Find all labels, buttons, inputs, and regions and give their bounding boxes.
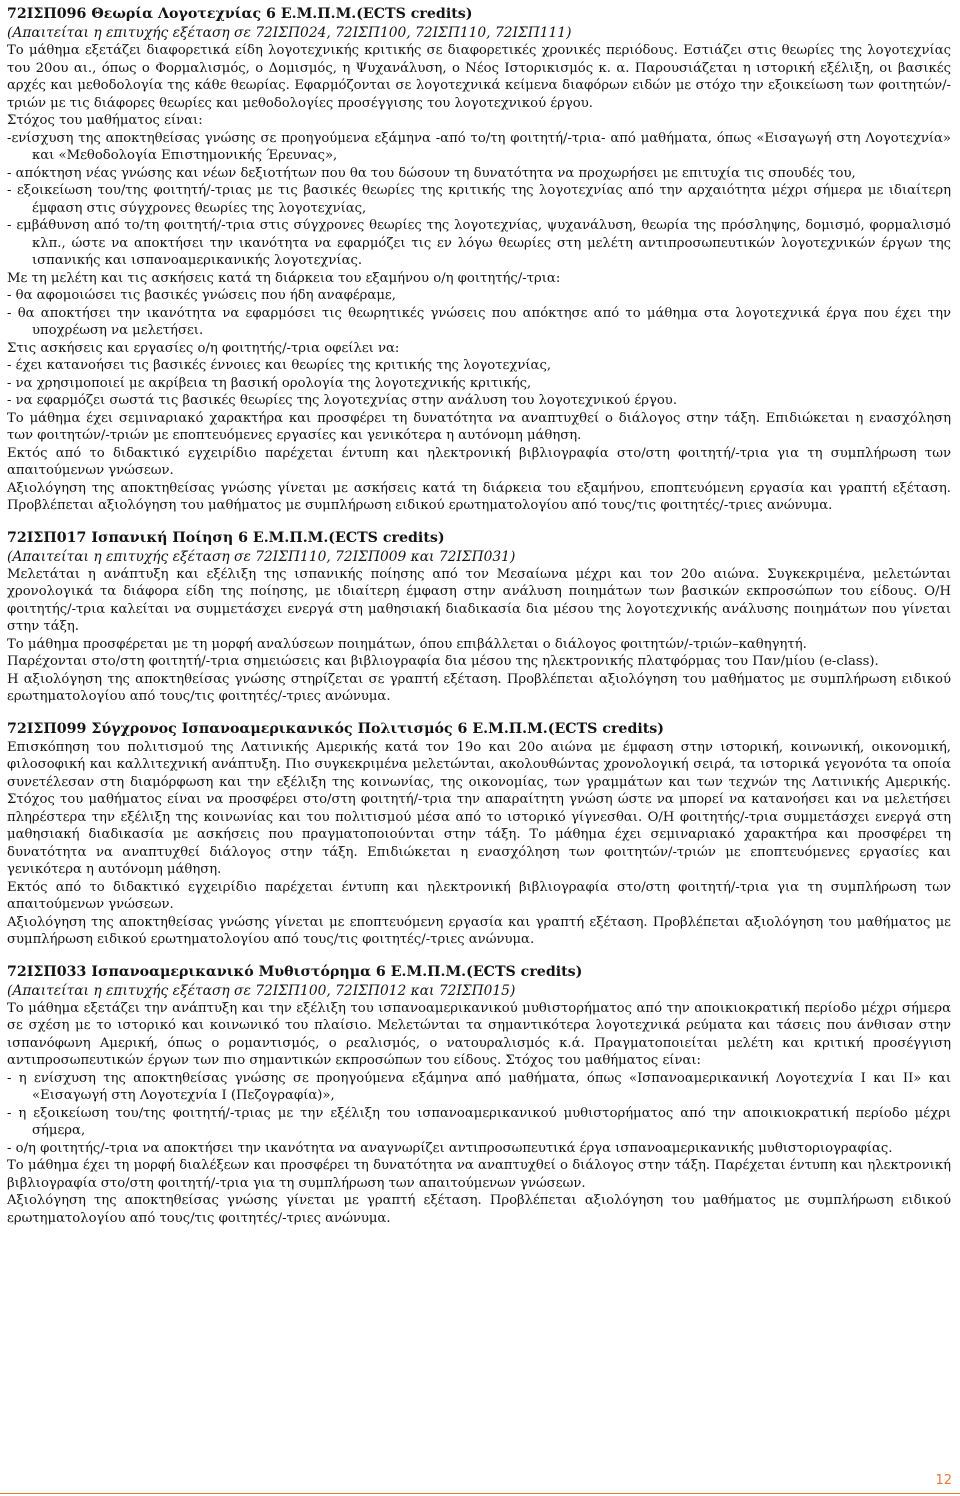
- list-item: - θα αποκτήσει την ικανότητα να εφαρμόσει τις θεωρητικές γνώσεις που απόκτησε από το μάθημα στα λογοτεχνικά έργα που έχει την υποχρέωση να μελετήσει.: [7, 305, 951, 338]
- paragraph: Παρέχονται στο/στη φοιτητή/-τρια σημειώσεις και βιβλιογραφία δια μέσου της ηλεκτρονικής πλατφόρμας του Παν/μίου (e-class).: [7, 654, 879, 669]
- document-page: [7, 5, 951, 1241]
- list-item: -ενίσχυση της αποκτηθείσας γνώσης σε προηγούμενα εξάμηνα -από το/τη φοιτητή/-τρια- από μαθήματα, όπως «Εισαγωγή στη Λογοτεχνία» και «Μεθοδολογία Επιστημονικής Έρευνας»,: [7, 130, 951, 163]
- paragraph: Μελετάται η ανάπτυξη και εξέλιξη της ισπανικής ποίησης από τον Μεσαίωνα μέχρι και τον 20ο αιώνα. Συγκεκριμένα, μελετώνται χρονολογικά τα διάφορα είδη της ποίησης, με ιδιαίτερη έμφαση στην ανάλυση ποιημάτων των βασικών εκπροσώπων του είδους. Ο/Η φοιτητής/-τρια καλείται να συμμετάσχει ενεργά στη μαθησιακή διαδικασία δια μέσου της λογοτεχνικής ανάλυσης ποιημάτων που γίνεται στην τάξη.: [7, 566, 951, 634]
- paragraph: Το μάθημα προσφέρεται με τη μορφή αναλύσεων ποιημάτων, όπου επιβάλλεται ο διάλογος φοιτητών/-τριών–καθηγητή.: [7, 636, 807, 652]
- paragraph: Επισκόπηση του πολιτισμού της Λατινικής Αμερικής κατά τον 19ο και 20ο αιώνα με έμφαση στην ιστορική, κοινωνική, οικονομική, φιλοσοφική και καλλιτεχνική ανάπτυξη. Πιο συγκεκριμένα μελετώνται, ακολουθώντας χρονολογική σειρά, τα ιστορικά γεγονότα τα οποία συνετέλεσαν στη διαμόρφωση και την εξέλιξη της κοινωνίας, της οικονομίας, των γραμμάτων και των τεχνών της Λατινικής Αμερικής. Στόχος του μαθήματος είναι να προσφέρει στο/στη φοιτητή/-τρια την απαραίτητη γνώση ώστε να μπορεί να κατανοήσει και να μελετήσει πληρέστερα την εξέλιξη της κοινωνίας και του πολιτισμού μέσα από το ιστορικό γίγνεσθαι. Ο/Η φοιτητής/-τρια συμμετάσχει ενεργά στη μαθησιακή διαδικασία με ασκήσεις που πραγματοποιούνται στην τάξη. Το μάθημα έχει σεμιναριακό χαρακτήρα και προσφέρει τη δυνατότητα να αναπτυχθεί διάλογος στην τάξη. Επιδιώκεται η ενασχόληση των φοιτητών/-τριών με εποπτευόμενες εργασίες και γενικότερα η αυτόνομη μάθηση.: [7, 739, 951, 877]
- course-section: [7, 720, 951, 949]
- paragraph: Εκτός από το διδακτικό εγχειρίδιο παρέχεται έντυπη και ηλεκτρονική βιβλιογραφία στο/στη φοιτητή/-τρια για τη συμπλήρωση των απαιτούμενων γνώσεων.: [7, 879, 951, 912]
- list-item: - η εξοικείωση του/της φοιτητή/-τριας με την εξέλιξη του ισπανοαμερικανικού μυθιστορήματος από την αποικιοκρατική περίοδο μέχρι σήμερα,: [7, 1105, 951, 1138]
- course-title: 72ΙΣΠ099 Σύγχρονος Ισπανοαμερικανικός Πολιτισμός 6 Ε.Μ.Π.Μ.(ECTS credits): [7, 720, 665, 737]
- paragraph: Αξιολόγηση της αποκτηθείσας γνώσης γίνεται με εποπτευόμενη εργασία και γραπτή εξέταση. Προβλέπεται αξιολόγηση του μαθήματος με συμπλήρωση ειδικού ερωτηματολογίου από τους/τις φοιτητές/-τριες ανώνυμα.: [7, 914, 951, 947]
- course-prerequisite: (Απαιτείται η επιτυχής εξέταση σε 72ΙΣΠ024, 72ΙΣΠ100, 72ΙΣΠ110, 72ΙΣΠ111): [7, 25, 572, 41]
- paragraph: Στόχος του μαθήματος είναι:: [7, 113, 203, 128]
- paragraph: Το μάθημα έχει σεμιναριακό χαρακτήρα και προσφέρει τη δυνατότητα να αναπτυχθεί ο διάλογος στην τάξη. Επιδιώκεται η ενασχόληση των φοιτητών/-τριών με εποπτευόμενες εργασίες και γενικότερα η αυτόνομη μάθηση.: [7, 410, 951, 443]
- paragraph: Το μάθημα εξετάζει την ανάπτυξη και την εξέλιξη του ισπανοαμερικανικού μυθιστορήματος από την αποικιοκρατική περίοδο μέχρι σήμερα σε σχέση με το ιστορικό και κοινωνικό του πλαίσιο. Μελετώνται τα σημαντικότερα λογοτεχνικά ρεύματα και τάσεις που άνθισαν στην ισπανόφωνη Αμερική, όπως ο ρομαντισμός, ο ρεαλισμός, ο νατουραλισμός κ.ά. Πραγματοποιείται μελέτη και κριτική προσέγγιση αντιπροσωπευτικών έργων των πιο σημαντικών εκπροσώπων του είδους. Στόχος του μαθήματος είναι:: [7, 1000, 951, 1068]
- paragraph: Αξιολόγηση της αποκτηθείσας γνώσης γίνεται με γραπτή εξέταση. Προβλέπεται αξιολόγηση του μαθήματος με συμπλήρωση ειδικού ερωτηματολογίου από τους/τις φοιτητές/-τριες ανώνυμα.: [7, 1193, 951, 1226]
- page-number: 12: [935, 1473, 952, 1488]
- list-item: - η ενίσχυση της αποκτηθείσας γνώσης σε προηγούμενα εξάμηνα από μαθήματα, όπως «Ισπανοαμερικανική Λογοτεχνία Ι και ΙΙ» και «Εισαγωγή στη Λογοτεχνία Ι (Πεζογραφία)»,: [7, 1070, 951, 1103]
- paragraph: Με τη μελέτη και τις ασκήσεις κατά τη διάρκεια του εξαμήνου ο/η φοιτητής/-τρια:: [7, 270, 561, 286]
- course-prerequisite: (Απαιτείται η επιτυχής εξέταση σε 72ΙΣΠ110, 72ΙΣΠ009 και 72ΙΣΠ031): [7, 548, 516, 565]
- paragraph: Αξιολόγηση της αποκτηθείσας γνώσης γίνεται με ασκήσεις κατά τη διάρκεια του εξαμήνου, εποπτευόμενη εργασία και γραπτή εξέταση. Προβλέπεται αξιολόγηση του μαθήματος με συμπλήρωση ειδικού ερωτηματολογίου από τους/τις φοιτητές/-τριες ανώνυμα.: [7, 480, 951, 513]
- paragraph: Το μάθημα εξετάζει διαφορετικά είδη λογοτεχνικής κριτικής σε διαφορετικές χρονικές περιόδους. Εστιάζει στις θεωρίες της λογοτεχνίας του 20ου αι., όπως ο Φορμαλισμός, ο Δομισμός, η Ψυχανάλυση, ο Νέος Ιστορικισμός κ. α. Παρουσιάζεται η ιστορική εξέλιξη, οι βασικές αρχές και μεθοδολογία της κάθε θεωρίας. Εφαρμόζονται σε λογοτεχνικά κείμενα διαφόρων ειδών με στόχο την εξοικείωση των φοιτητών/-τριών με τις διάφορες θεωρίες και μεθοδολογίες προσέγγισης του λογοτεχνικού έργου.: [7, 43, 951, 111]
- paragraph: Το μάθημα έχει τη μορφή διαλέξεων και προσφέρει τη δυνατότητα να αναπτυχθεί ο διάλογος στην τάξη. Παρέχεται έντυπη και ηλεκτρονική βιβλιογραφία στο/στη φοιτητή/-τρια για τη συμπλήρωση των απαιτούμενων γνώσεων.: [7, 1158, 951, 1191]
- list-item: - έχει κατανοήσει τις βασικές έννοιες και θεωρίες της κριτικής της λογοτεχνίας,: [7, 358, 552, 373]
- course-title: 72ΙΣΠ033 Ισπανοαμερικανικό Μυθιστόρημα 6 Ε.Μ.Π.Μ.(ECTS credits): [7, 963, 583, 980]
- footer-rule: [0, 1493, 960, 1494]
- paragraph: Στις ασκήσεις και εργασίες ο/η φοιτητής/-τρια οφείλει να:: [7, 340, 400, 356]
- list-item: - θα αφομοιώσει τις βασικές γνώσεις που ήδη αναφέραμε,: [7, 288, 396, 303]
- paragraph: Η αξιολόγηση της αποκτηθείσας γνώσης στηρίζεται σε γραπτή εξέταση. Προβλέπεται αξιολόγηση του μαθήματος με συμπλήρωση ειδικού ερωτηματολογίου από τους/τις φοιτητές/-τριες ανώνυμα.: [7, 671, 951, 704]
- list-item: - εξοικείωση του/της φοιτητή/-τριας με τις βασικές θεωρίες της κριτικής της λογοτεχνίας από την αρχαιότητα μέχρι σήμερα με ιδιαίτερη έμφαση στις σύγχρονες θεωρίες της λογοτεχνίας,: [7, 183, 951, 216]
- list-item: - ο/η φοιτητής/-τρια να αποκτήσει την ικανότητα να αναγνωρίζει αντιπροσωπευτικά έργα ισπανοαμερικανικής μυθιστοριογραφίας.: [7, 1140, 893, 1156]
- list-item: - να εφαρμόζει σωστά τις βασικές θεωρίες της λογοτεχνίας στην ανάλυση του λογοτεχνικού έργου.: [7, 393, 678, 408]
- list-item: - εμβάθυνση από το/τη φοιτητή/-τρια στις σύγχρονες θεωρίες της λογοτεχνίας, ψυχανάλυση, θεωρία της πρόσληψης, δομισμό, φορμαλισμό κλπ., ώστε να αποκτήσει την ικανότητα να εφαρμόζει τις εν λόγω θεωρίες στη μελέτη αντιπροσωπευτικών λογοτεχνικών έργων της ισπανικής και ισπανοαμερικανικής λογοτεχνίας.: [7, 218, 951, 268]
- course-section: [7, 963, 951, 1228]
- course-section: [7, 5, 951, 515]
- course-title: 72ΙΣΠ017 Ισπανική Ποίηση 6 Ε.Μ.Π.Μ.(ECTS credits): [7, 529, 445, 546]
- course-section: [7, 529, 951, 706]
- list-item: - να χρησιμοποιεί με ακρίβεια τη βασική ορολογία της λογοτεχνικής κριτικής,: [7, 375, 532, 391]
- course-prerequisite: (Απαιτείται η επιτυχής εξέταση σε 72ΙΣΠ100, 72ΙΣΠ012 και 72ΙΣΠ015): [7, 982, 516, 999]
- course-title: 72ΙΣΠ096 Θεωρία Λογοτεχνίας 6 Ε.Μ.Π.Μ.(ECTS credits): [7, 6, 473, 22]
- list-item: - απόκτηση νέας γνώσης και νέων δεξιοτήτων που θα του δώσουν τη δυνατότητα να προχωρήσει με επιτυχία τις σπουδές του,: [7, 165, 856, 181]
- paragraph: Εκτός από το διδακτικό εγχειρίδιο παρέχεται έντυπη και ηλεκτρονική βιβλιογραφία στο/στη φοιτητή/-τρια για τη συμπλήρωση των απαιτούμενων γνώσεων.: [7, 445, 951, 478]
